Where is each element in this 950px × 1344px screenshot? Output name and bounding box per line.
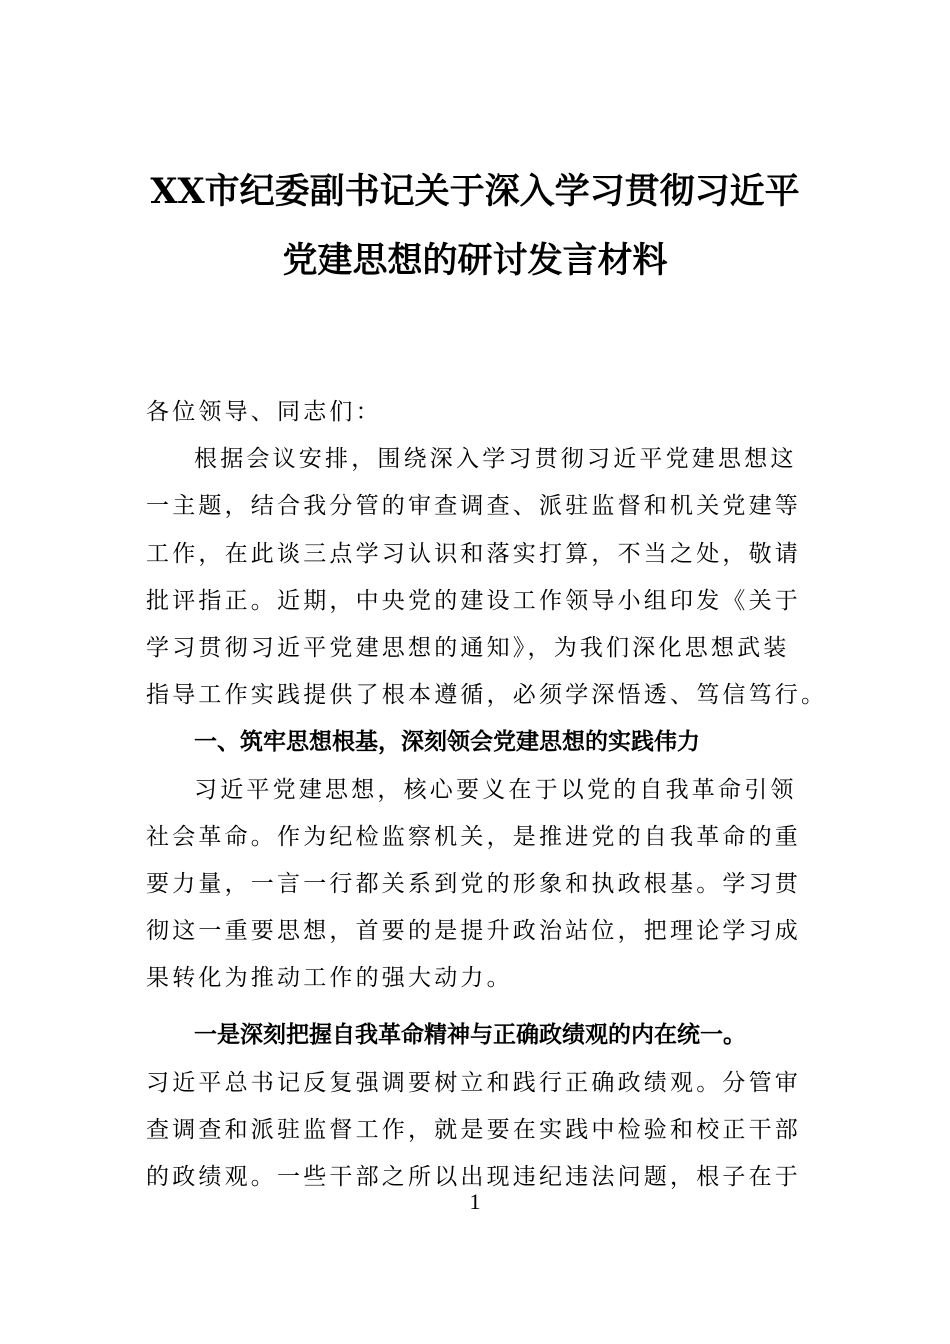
document-body	[146, 389, 828, 1201]
section-heading: 一、筑牢思想根基，深刻领会党建思想的实践伟力	[194, 729, 700, 756]
paragraph-line: 指导工作实践提供了根本遵循，必须学深悟透、笃信笃行。	[146, 682, 828, 709]
point-heading: 一是深刻把握自我革命精神与正确政绩观的内在统一。	[194, 1022, 746, 1049]
paragraph-line: 习近平总书记反复强调要树立和践行正确政绩观。分管审	[146, 1069, 801, 1096]
paragraph-line: 学习贯彻习近平党建思想的通知》，为我们深化思想武装	[146, 634, 790, 661]
paragraph-line: 查调查和派驻监督工作，就是要在实践中检验和校正干部	[146, 1116, 801, 1143]
paragraph-gap	[146, 1002, 810, 1012]
paragraph-line: 彻这一重要思想，首要的是提升政治站位，把理论学习成	[146, 918, 801, 945]
paragraph-line: 果转化为推动工作的强大动力。	[146, 965, 513, 992]
paragraph-line: 的政绩观。一些干部之所以出现违纪违法问题，根子在于	[146, 1164, 801, 1190]
salutation: 各位领导、同志们：	[146, 399, 382, 425]
paragraph-line: 一主题，结合我分管的审查调查、派驻监督和机关党建等	[146, 493, 801, 520]
paragraph-line: 工作，在此谈三点学习认识和落实打算，不当之处，敬请	[146, 540, 801, 567]
paragraph-line: 要力量，一言一行都关系到党的形象和执政根基。学习贯	[146, 870, 801, 897]
paragraph-line: 习近平党建思想，核心要义在于以党的自我革命引领	[194, 776, 797, 803]
paragraph-line: 根据会议安排，围绕深入学习贯彻习近平党建思想这	[194, 446, 797, 473]
paragraph-line: 批评指正。近期，中央党的建设工作领导小组印发《关于	[146, 587, 801, 614]
page-number: 1	[469, 1189, 481, 1214]
document-title-line-2: 党建思想的研讨发言材料	[282, 240, 668, 281]
document-title-line-1: XX市纪委副书记关于深入学习贯彻习近平	[150, 171, 800, 212]
paragraph-line: 社会革命。作为纪检监察机关，是推进党的自我革命的重	[146, 823, 801, 850]
